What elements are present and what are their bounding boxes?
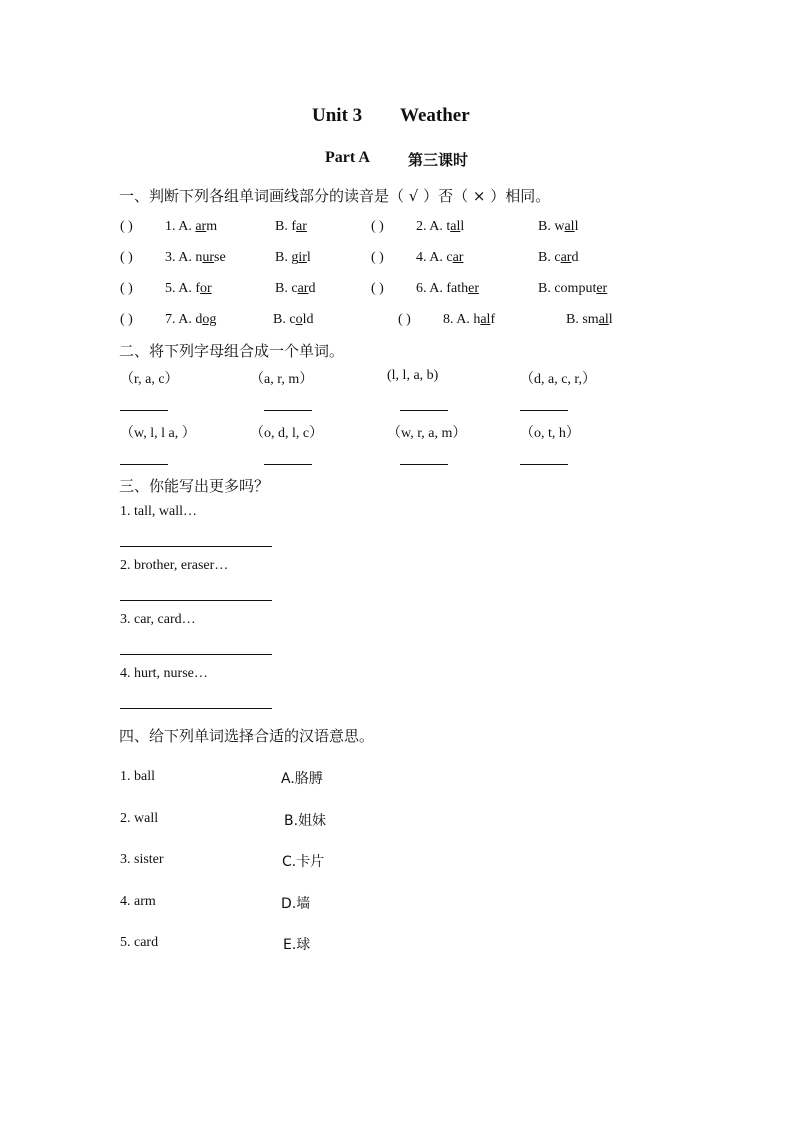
word-part: n	[195, 250, 203, 265]
option-b	[538, 250, 578, 266]
option-a	[416, 219, 464, 235]
underlined-part: ar	[296, 219, 307, 234]
option-number: 8. A.	[443, 312, 474, 327]
underlined-part: or	[200, 281, 212, 296]
underlined-part: ur	[202, 250, 215, 265]
letter-group: (l, l, a, b)	[387, 368, 439, 383]
option-label: B.	[273, 312, 290, 327]
match-meaning: D.墙	[281, 896, 311, 912]
match-meaning: E.球	[283, 937, 311, 953]
letter-group: （a, r, m）	[250, 372, 314, 387]
option-number: 4. A.	[416, 250, 447, 265]
match-word: 3. sister	[120, 852, 164, 867]
option-label: B.	[566, 312, 583, 327]
write-prompt: 3. car, card…	[120, 612, 196, 627]
answer-paren[interactable]: ( )	[371, 250, 384, 265]
underlined-part: al	[564, 219, 575, 234]
match-meaning: A.胳膊	[281, 771, 323, 787]
answer-blank[interactable]	[264, 410, 312, 411]
answer-paren[interactable]: ( )	[120, 281, 133, 296]
option-a	[416, 250, 463, 266]
answer-line[interactable]	[120, 546, 272, 547]
match-meaning: C.卡片	[282, 854, 325, 870]
underlined-part: ar	[452, 250, 464, 265]
underlined-part: er	[468, 281, 479, 296]
word-part: l	[574, 219, 579, 234]
underlined-part: ar	[560, 250, 572, 265]
match-word: 4. arm	[120, 894, 156, 909]
word-part: d	[195, 312, 203, 327]
match-word: 1. ball	[120, 769, 155, 784]
option-a	[443, 312, 495, 328]
answer-blank[interactable]	[120, 464, 168, 465]
word-part: comput	[554, 281, 597, 296]
option-number: 3. A.	[165, 250, 196, 265]
section4-heading: 四、给下列单词选择合适的汉语意思。	[119, 727, 375, 745]
option-number: 5. A.	[165, 281, 196, 296]
write-prompt: 1. tall, wall…	[120, 504, 197, 519]
word-part: h	[473, 312, 481, 327]
answer-paren[interactable]: ( )	[120, 250, 133, 265]
match-meaning: B.姐妹	[284, 813, 327, 829]
unit-title: Unit 3	[312, 105, 363, 126]
word-part: c	[291, 281, 298, 296]
option-label: B.	[275, 281, 292, 296]
topic-title: Weather	[400, 105, 470, 126]
letter-group: （r, a, c）	[120, 372, 179, 387]
option-label: B.	[275, 219, 292, 234]
option-label: B.	[538, 250, 555, 265]
underlined-part: ar	[195, 219, 207, 234]
part-label: Part A	[325, 149, 370, 166]
option-label: B.	[275, 250, 292, 265]
option-number: 2. A.	[416, 219, 447, 234]
answer-blank[interactable]	[120, 410, 168, 411]
underlined-part: ir	[298, 250, 307, 265]
underlined-part: og	[202, 312, 217, 327]
letter-group: （w, l, l a, ）	[120, 426, 196, 441]
answer-paren[interactable]: ( )	[371, 219, 384, 234]
word-part: m	[206, 219, 218, 234]
answer-paren[interactable]: ( )	[120, 219, 133, 234]
option-a	[416, 281, 479, 297]
underlined-part: al	[598, 312, 609, 327]
option-b	[275, 219, 307, 235]
option-number: 6. A.	[416, 281, 447, 296]
word-part: fath	[446, 281, 469, 296]
underlined-part: o	[295, 312, 303, 327]
option-b	[273, 312, 313, 328]
section3-heading: 三、你能写出更多吗？	[119, 477, 270, 495]
word-part: l	[306, 250, 311, 265]
underlined-part: ar	[297, 281, 309, 296]
word-part: l	[608, 312, 613, 327]
write-prompt: 4. hurt, nurse…	[120, 666, 208, 681]
answer-paren[interactable]: ( )	[398, 312, 411, 327]
underlined-part: al	[450, 219, 461, 234]
option-label: B.	[538, 219, 555, 234]
section2-heading: 二、将下列字母组合成一个单词。	[119, 342, 345, 360]
word-part: t	[446, 219, 451, 234]
letter-group: （o, d, l, c）	[250, 426, 324, 441]
word-part: se	[214, 250, 226, 265]
option-b	[566, 312, 613, 328]
letter-group: （d, a, c, r,）	[520, 372, 597, 387]
underlined-part: er	[596, 281, 608, 296]
match-word: 2. wall	[120, 811, 159, 826]
option-b	[538, 281, 607, 297]
word-part: f	[490, 312, 496, 327]
word-part: c	[446, 250, 453, 265]
answer-blank[interactable]	[520, 464, 568, 465]
option-a	[165, 219, 217, 235]
answer-blank[interactable]	[520, 410, 568, 411]
word-part: sm	[582, 312, 599, 327]
letter-group: （w, r, a, m）	[387, 426, 467, 441]
option-a	[165, 281, 212, 297]
answer-line[interactable]	[120, 708, 272, 709]
word-part: d	[571, 250, 579, 265]
word-part: l	[460, 219, 465, 234]
write-prompt: 2. brother, eraser…	[120, 558, 229, 573]
option-b	[538, 219, 578, 235]
answer-blank[interactable]	[400, 464, 448, 465]
option-number: 7. A.	[165, 312, 196, 327]
answer-blank[interactable]	[400, 410, 448, 411]
match-word: 5. card	[120, 935, 159, 950]
word-part: f	[195, 281, 201, 296]
option-number: 1. A.	[165, 219, 196, 234]
answer-paren[interactable]: ( )	[120, 312, 133, 327]
lesson-label: 第三课时	[408, 151, 469, 169]
answer-line[interactable]	[120, 600, 272, 601]
option-b	[275, 250, 311, 266]
underlined-part: al	[480, 312, 491, 327]
word-part: w	[554, 219, 565, 234]
word-part: ld	[302, 312, 314, 327]
word-part: c	[289, 312, 296, 327]
answer-paren[interactable]: ( )	[371, 281, 384, 296]
section1-heading: 一、判断下列各组单词画线部分的读音是（ √ ）否（ × ）相同。	[119, 187, 551, 205]
option-a	[165, 250, 226, 266]
word-part: c	[554, 250, 561, 265]
option-a	[165, 312, 216, 328]
answer-line[interactable]	[120, 654, 272, 655]
word-part: d	[308, 281, 316, 296]
letter-group: （o, t, h）	[520, 426, 580, 441]
answer-blank[interactable]	[264, 464, 312, 465]
option-b	[275, 281, 315, 297]
option-label: B.	[538, 281, 555, 296]
word-part: f	[291, 219, 297, 234]
word-part: g	[291, 250, 299, 265]
